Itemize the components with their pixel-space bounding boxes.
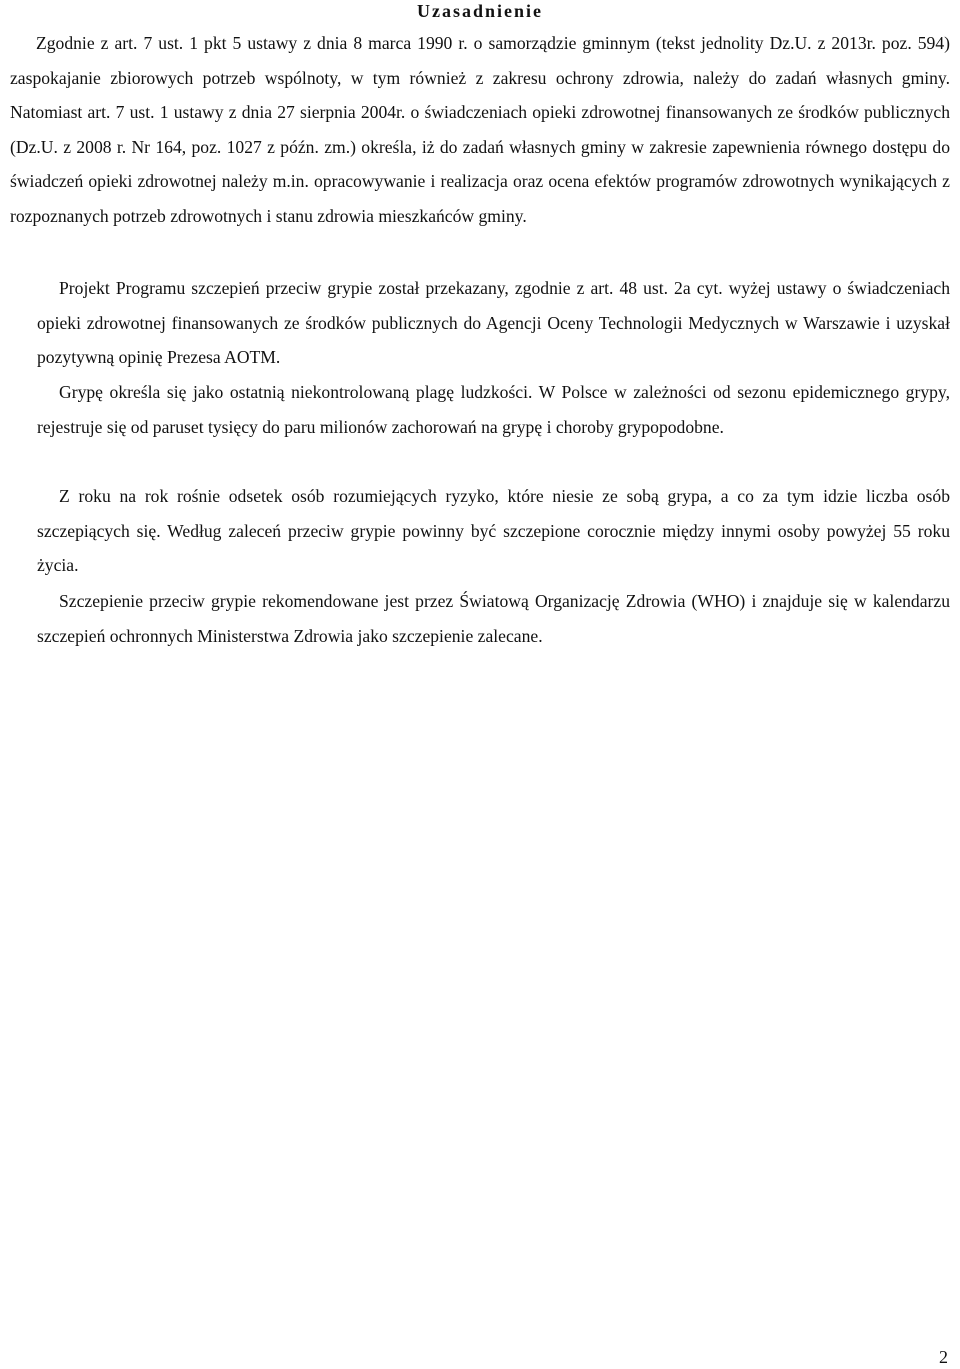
paragraph-who-recommendation: Szczepienie przeciw grypie rekomendowane jest przez Światową Organizację Zdrowia (WHO) i znajduje się w kalendarzu szczepień ochronnych Ministerstwa Zdrowia jako szczepienie zalecane.: [37, 591, 950, 646]
paragraph-aotm-opinion: Projekt Programu szczepień przeciw grypie został przekazany, zgodnie z art. 48 ust. 2a cyt. wyżej ustawy o świadczeniach opieki zdrowotnej finansowanych ze środków publicznych do Agencji Oceny Technologii Medycznych w Warszawie i uzyskał pozytywną opinię Prezesa AOTM.: [37, 278, 950, 368]
page-number: 2: [939, 1347, 948, 1367]
document-heading: Uzasadnienie: [416, 1, 543, 21]
paragraph-vaccination-trend: Z roku na rok rośnie odsetek osób rozumiejących ryzyko, które niesie ze sobą grypa, a co za tym idzie liczba osób szczepiących się. Według zaleceń przeciw grypie powinny być szczepione corocznie między innymi osoby powyżej 55 roku życia.: [37, 486, 950, 576]
paragraph-influenza-plague: Grypę określa się jako ostatnią niekontrolowaną plagę ludzkości. W Polsce w zależności od sezonu epidemicznego grypy, rejestruje się od paruset tysięcy do paru milionów zachorowań na grypę i choroby grypopodobne.: [37, 382, 950, 437]
paragraph-legal-basis: Zgodnie z art. 7 ust. 1 pkt 5 ustawy z dnia 8 marca 1990 r. o samorządzie gminnym (tekst jednolity Dz.U. z 2013r. poz. 594) zaspokajanie zbiorowych potrzeb wspólnoty, w tym również z zakresu ochrony zdrowia, należy do zadań własnych gminy. Natomiast art. 7 ust. 1 ustawy z dnia 27 sierpnia 2004r. o świadczeniach opieki zdrowotnej finansowanych ze środków publicznych (Dz.U. z 2008 r. Nr 164, poz. 1027 z późn. zm.) określa, iż do zadań własnych gminy w zakresie zapewnienia równego dostępu do świadczeń opieki zdrowotnej należy m.in. opracowywanie i realizacja oraz ocena efektów programów zdrowotnych wynikających z rozpoznanych potrzeb zdrowotnych i stanu zdrowia mieszkańców gminy.: [10, 33, 950, 226]
